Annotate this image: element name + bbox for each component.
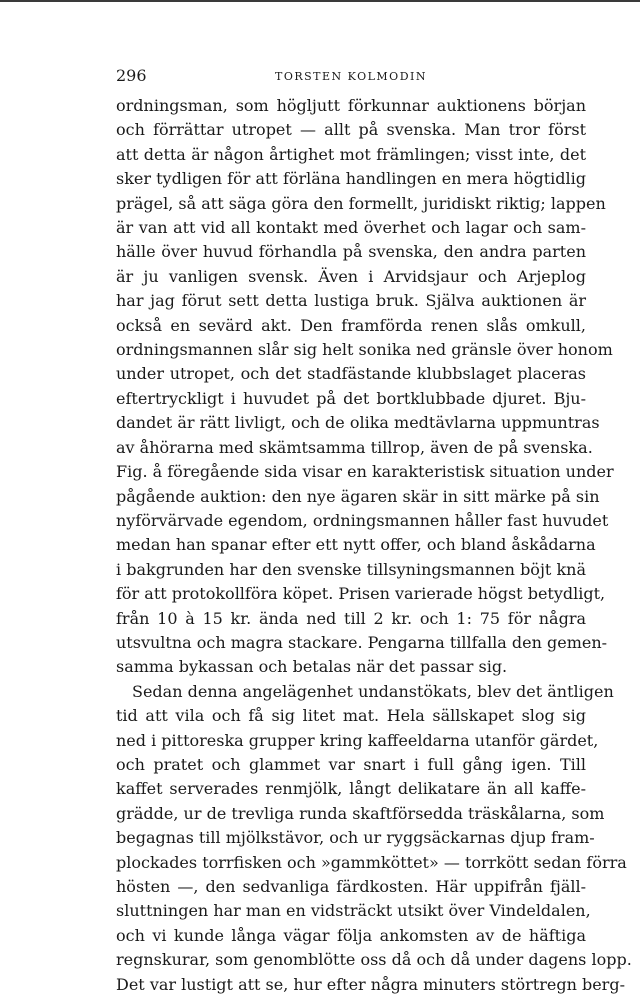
text-line: ned i pittoreska grupper kring kaffeeldarna utanför gärdet, — [116, 730, 599, 750]
text-line: eftertryckligt i huvudet på det bortklubbade djuret. Bju- — [116, 388, 586, 408]
text-line: medan han spanar efter ett nytt offer, och bland åskådarna — [116, 535, 596, 555]
text-line: nyförvärvade egendom, ordningsmannen håller fast huvudet — [116, 510, 609, 530]
text-line: är ju vanligen svensk. Även i Arvidsjaur och Arjeplog — [116, 266, 586, 286]
top-border-rule — [0, 0, 640, 2]
text-line: har jag förut sett detta lustiga bruk. Själva auktionen är — [116, 291, 586, 311]
text-line: tid att vila och få sig litet mat. Hela sällskapet slog sig — [116, 706, 586, 726]
text-line: Fig. å föregående sida visar en karakteristisk situation under — [116, 462, 614, 482]
text-line: pågående auktion: den nye ägaren skär in sitt märke på sin — [116, 486, 600, 506]
text-line: ordningsmannen slår sig helt sonika ned gränsle över honom — [116, 340, 613, 360]
text-line: att detta är någon årtighet mot främlingen; visst inte, det — [116, 144, 586, 164]
text-line: för att protokollföra köpet. Prisen varierade högst betydligt, — [116, 584, 606, 604]
text-line: under utropet, och det stadfästande klubbslaget placeras — [116, 364, 586, 384]
text-line: i bakgrunden har den svenske tillsyningsmannen böjt knä — [116, 559, 586, 579]
text-line: ordningsman, som högljutt förkunnar auktionens början — [116, 96, 586, 115]
paragraph-1 — [116, 94, 614, 680]
text-line: också en sevärd akt. Den framförda renen slås omkull, — [116, 315, 586, 335]
paragraph-2 — [116, 680, 632, 997]
body-text — [116, 94, 632, 997]
running-head — [116, 66, 586, 88]
text-line: är van att vid all kontakt med överhet och lagar och sam- — [116, 218, 586, 238]
text-line: Det var lustigt att se, hur efter några minuters störtregn berg- — [116, 974, 625, 994]
text-line: samma bykassan och betalas när det passar sig. — [116, 657, 508, 677]
text-line: grädde, ur de trevliga runda skaftförsedda träskålarna, som — [116, 803, 605, 823]
text-line: och förrättar utropet — allt på svenska. Man tror först — [116, 120, 586, 140]
text-line: sker tydligen för att förläna handlingen en mera högtidlig — [116, 169, 586, 189]
text-line: dandet är rätt livligt, och de olika medtävlarna uppmuntras — [116, 413, 600, 433]
text-line: och pratet och glammet var snart i full gång igen. Till — [116, 754, 586, 774]
text-line: begagnas till mjölkstävor, och ur ryggsäckarnas djup fram- — [116, 828, 595, 848]
text-line: Sedan denna angelägenhet undanstökats, blev det äntligen — [132, 681, 614, 701]
running-title: TORSTEN KOLMODIN — [275, 70, 427, 83]
text-line: och vi kunde långa vägar följa ankomsten av de häftiga — [116, 925, 586, 945]
text-line: av åhörarna med skämtsamma tillrop, även de på svenska. — [116, 437, 593, 457]
text-line: utsvultna och magra stackare. Pengarna tillfalla den gemen- — [116, 632, 608, 652]
text-line: prägel, så att säga göra den formellt, juridiskt riktig; lappen — [116, 193, 606, 213]
book-page — [116, 66, 632, 997]
page-number: 296 — [116, 66, 147, 85]
text-line: plockades torrfisken och »gammköttet» — torrkött sedan förra — [116, 852, 627, 872]
text-line: hösten —, den sedvanliga färdkosten. Här uppifrån fjäll- — [116, 877, 586, 896]
text-line: från 10 à 15 kr. ända ned till 2 kr. och 1: 75 för några — [116, 608, 586, 628]
text-line: regnskurar, som genomblötte oss då och då under dagens lopp. — [116, 950, 632, 970]
text-line: hälle över huvud förhandla på svenska, den andra parten — [116, 242, 586, 262]
text-line: sluttningen har man en vidsträckt utsikt över Vindeldalen, — [116, 901, 591, 921]
text-line: kaffet serverades renmjölk, långt delikatare än all kaffe- — [116, 779, 586, 799]
